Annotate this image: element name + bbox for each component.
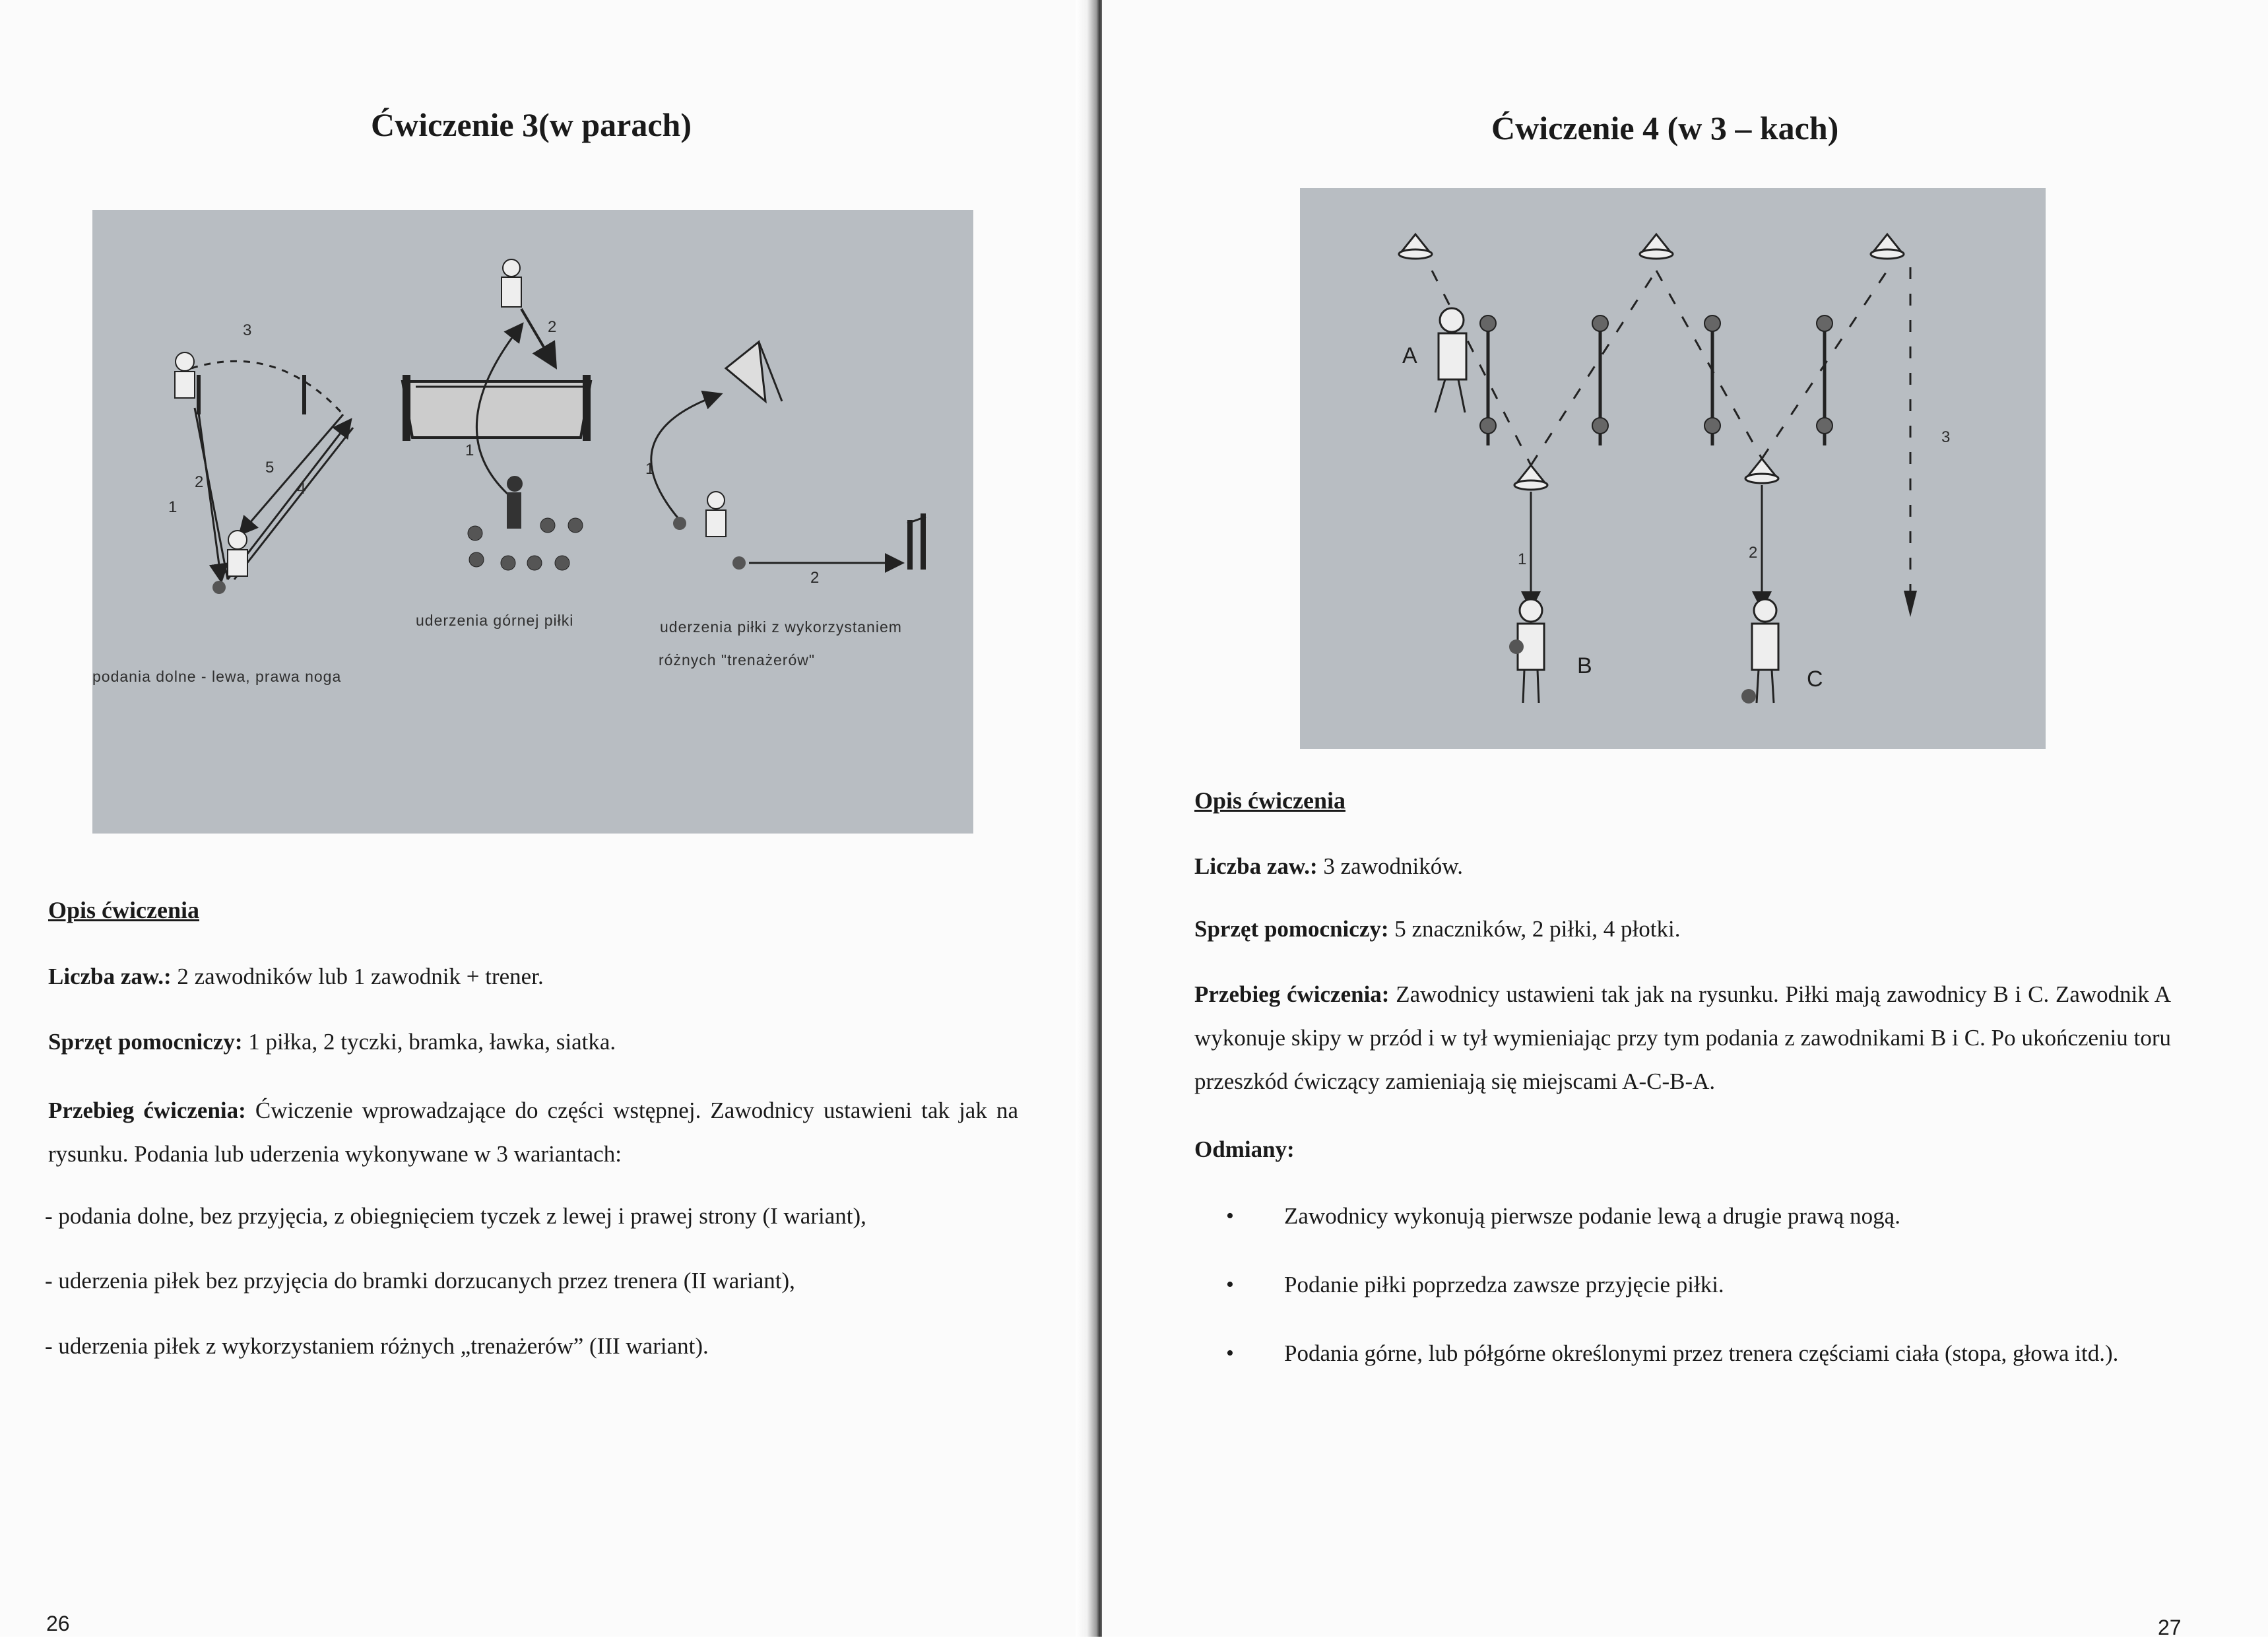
exercise-4-equipment (1194, 916, 1680, 942)
fig-number: 2 (195, 473, 204, 491)
variant-2-drawing (403, 259, 591, 570)
variations-heading: Odmiany: (1194, 1136, 1295, 1162)
player-label-a: A (1402, 343, 1417, 368)
procedure-label: Przebieg ćwiczenia: (48, 1098, 246, 1123)
players-value: 3 zawodników. (1317, 853, 1463, 879)
exercise-4-title: Ćwiczenie 4 (w 3 – kach) (1491, 110, 1839, 147)
exercise-3-procedure (48, 1089, 1018, 1176)
procedure-value: Zawodnicy ustawieni tak jak na rysunku. Piłki mają zawodnicy B i C. Zawodnik A wykonuje skipy w przód i w tył wymieniając przy tym podania z zawodnikami B i C. Po ukończeniu toru przeszkód ćwiczący zamieniają się miejscami A-C-B-A. (1194, 981, 2171, 1094)
players-label: Liczba zaw.: (1194, 853, 1318, 879)
exercise-4-description-heading: Opis ćwiczenia (1194, 787, 1345, 814)
fig-number: 2 (810, 569, 820, 587)
fig-number: 5 (265, 459, 275, 476)
caption-low-passes: podania dolne - lewa, prawa noga (92, 668, 342, 685)
procedure-label: Przebieg ćwiczenia: (1194, 981, 1390, 1007)
equipment-label: Sprzęt pomocniczy: (1194, 916, 1389, 942)
caption-upper-shot: uderzenia górnej piłki (416, 612, 574, 629)
variant-2-text: - uderzenia piłek bez przyjęcia do bramki dorzucanych przez trenera (II wariant), (45, 1268, 795, 1294)
exercise-4-players (1194, 853, 1463, 880)
fig-number: 1 (465, 442, 474, 459)
variant-3-drawing (645, 342, 926, 587)
variant-1-text: - podania dolne, bez przyjęcia, z obiegnięciem tyczek z lewej i prawej strony (I wariant), (45, 1203, 866, 1229)
exercise-3-equipment (48, 1029, 616, 1055)
skip-path (1432, 267, 1910, 597)
variation-item: • Podanie piłki poprzedza zawsze przyjęcie piłki. (1221, 1263, 2171, 1307)
variations-list (1221, 1194, 2171, 1400)
fig-number: 3 (243, 321, 252, 339)
exercise-3-description-heading: Opis ćwiczenia (48, 897, 199, 923)
page-number-right: 27 (2158, 1616, 2182, 1639)
fig-number: 4 (297, 480, 306, 498)
hurdles (1488, 320, 1825, 445)
left-page (0, 0, 1089, 1637)
procedure-value: Ćwiczenie wprowadzające do części wstępnej. Zawodnicy ustawieni tak jak na rysunku. Podania lub uderzenia wykonywane w 3 wariantach: (48, 1098, 1018, 1167)
fig-number: 3 (1941, 428, 1951, 446)
exercise-4-procedure (1194, 973, 2171, 1103)
equipment-label: Sprzęt pomocniczy: (48, 1029, 243, 1055)
fig-number: 1 (168, 498, 178, 516)
equipment-value: 5 znaczników, 2 piłki, 4 płotki. (1388, 916, 1681, 942)
players-value: 2 zawodników lub 1 zawodnik + trener. (171, 964, 544, 989)
variation-item: • Zawodnicy wykonują pierwsze podanie lewą a drugie prawą nogą. (1221, 1194, 2171, 1239)
variant-3-text: - uderzenia piłek z wykorzystaniem różnych „trenażerów” (III wariant). (45, 1333, 709, 1359)
exercise-4-diagram (1300, 188, 2046, 749)
exercise-4-drawing (1300, 188, 2046, 749)
caption-trainers-line1: uderzenia piłki z wykorzystaniem (660, 618, 902, 636)
caption-trainers-line2: różnych "trenażerów" (659, 651, 816, 669)
exercise-3-players (48, 964, 544, 990)
exercise-3-title: Ćwiczenie 3(w parach) (371, 106, 692, 143)
exercise-3-diagram (92, 210, 973, 834)
player-label-b: B (1577, 653, 1592, 678)
fig-number: 2 (1749, 544, 1758, 562)
variation-item: • Podania górne, lub półgórne określonymi przez trenera częściami ciała (stopa, głowa itd.). (1221, 1331, 2171, 1376)
exercise-3-drawing (92, 210, 973, 834)
right-page (1102, 0, 2268, 1637)
variant-1-drawing (168, 321, 353, 594)
player-label-c: C (1807, 667, 1823, 692)
fig-number: 2 (548, 318, 557, 336)
page-number-left: 26 (46, 1612, 70, 1635)
fig-number: 1 (645, 460, 655, 478)
equipment-value: 1 piłka, 2 tyczki, bramka, ławka, siatka. (242, 1029, 616, 1055)
fig-number: 1 (1518, 550, 1527, 568)
top-cones (1399, 234, 1904, 490)
players-label: Liczba zaw.: (48, 964, 172, 989)
